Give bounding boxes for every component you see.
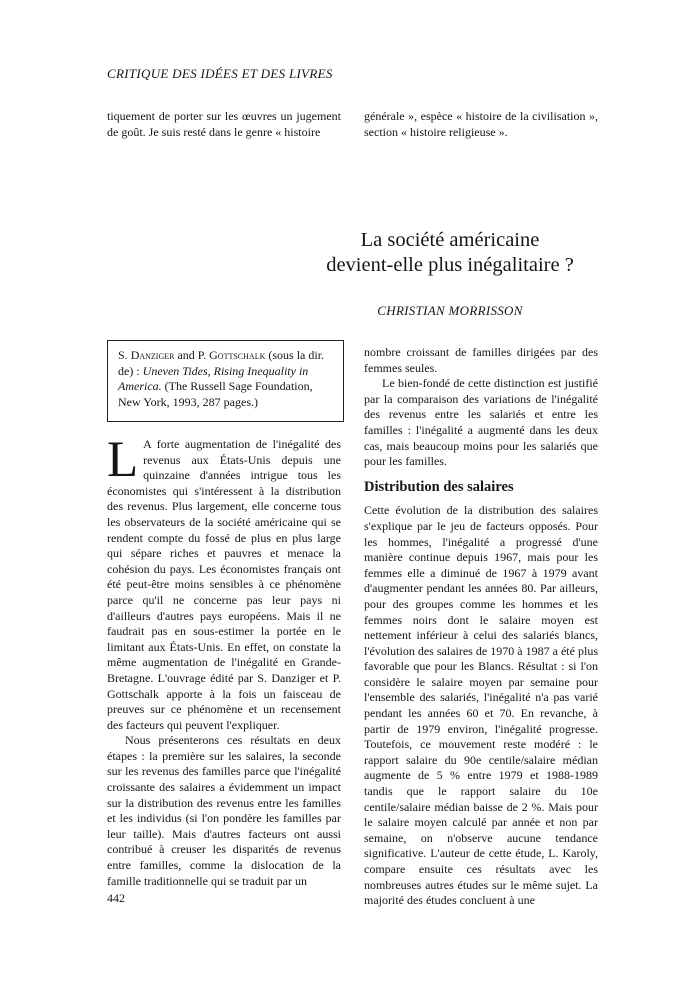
- right-paragraph-3: Cette évolution de la distribution des salaires s'explique par le jeu de facteurs opposés. Pour les hommes, l'inégalité a progressé d'une manière continue depuis 1967, mais pour les femmes elle a diminué de 1967 à 1979 avant d'augmenter pendant les années 80. Par ailleurs, pour des groupes comme les hommes et les femmes noirs dont le salaire moyen est nettement inférieur à celui des salariés blancs, l'évolution des salaires de 1970 à 1987 a été plus favorable que pour les Blancs. Résultat : si l'on considère le salaire moyen par semaine pour l'ensemble des salariés, l'inégalité n'a pas varié pendant les années 60 et 70. En revanche, à partir de 1979 environ, l'inégalité progresse. Toutefois, ce mouvement reste modéré : le rapport salaire du 90e centile/salaire médian augmente de 5 % entre 1979 et 1988-1989 tandis que le rapport salaire du 10e centile/salaire médian baisse de 2 %. Mais pour le salaire moyen calculé par année et non par semaine, on n'observe aucune tendance significative. L'auteur de cette étude, L. Karoly, compare ensuite ces résultats avec les nombreuses autres études sur le même sujet. La majorité des études concluent à une: [364, 503, 598, 908]
- intro-text: A forte augmentation de l'inégalité des revenus aux États-Unis depuis une quinzaine d'années intrigue tous les économistes qui s'intéressent à la distribution des revenus. Plus largement, elle concerne tous les observateurs de la société américaine qui se rendent compte du fossé de plus en plus large qui sépare riches et pauvres et menace la cohésion du pays. Les économistes français ont été peut-être moins sensibles à ce phénomène parce qu'il ne concerne pas leur pays ni d'ailleurs d'autres pays européens. Mais il ne faudrait pas en sous-estimer la portée en le limitant aux États-Unis. En effet, on constate la même augmentation de l'inégalité en Grande-Bretagne. L'ouvrage édité par S. Danziger et P. Gottschalk apporte à la fois un faisceau de preuves sur ce phénomène et un recensement des facteurs qui peuvent l'expliquer.: [107, 437, 341, 732]
- right-paragraph-2: Le bien-fondé de cette distinction est justifié par la comparaison des variations de l'inégalité des revenus entre les salariés et entre les familles : l'inégalité a augmenté dans les deux cas, mais beaucoup moins pour les salariés que pour les familles.: [364, 376, 598, 469]
- ref-author1-name: Danziger: [130, 348, 175, 362]
- book-reference-box: [107, 340, 344, 422]
- page-number: 442: [107, 891, 125, 905]
- running-head: CRITIQUE DES IDÉES ET DES LIVRES: [107, 66, 333, 81]
- right-column: [364, 345, 598, 909]
- left-paragraph-2: Nous présenterons ces résultats en deux étapes : la première sur les salaires, la seconde sur les revenus des familles parce que l'inégalité croissante des salaires a évidemment un impact sur la distribution des revenus entre les familles et les individus (si l'on pondère les familles par leur taille). Mais d'autres facteurs ont aussi contribué à creuser les disparités de revenus entre familles, comme la dislocation de la famille traditionnelle qui se traduit par un: [107, 733, 341, 888]
- ref-connector: and P.: [174, 348, 210, 362]
- left-column: [107, 432, 341, 889]
- ref-editors: (sous la dir. de) :: [118, 348, 325, 378]
- ref-publication: (The Russell Sage Foundation, New York, 1993, 287 pages.): [118, 379, 313, 409]
- ref-author2-name: Gottschalk: [209, 348, 266, 362]
- title-line-2: devient-elle plus inégalitaire ?: [326, 254, 574, 276]
- title-line-1: La société américaine: [360, 229, 540, 251]
- top-left-paragraph: tiquement de porter sur les œuvres un jugement de goût. Je suis resté dans le genre « histoire: [107, 109, 341, 139]
- section-heading: Distribution des salaires: [364, 478, 514, 495]
- top-left-text: [107, 109, 341, 140]
- article-title: [150, 228, 700, 278]
- right-paragraph-1: nombre croissant de familles dirigées par des femmes seules.: [364, 345, 598, 375]
- top-right-paragraph: générale », espèce « histoire de la civilisation », section « histoire religieuse ».: [364, 109, 598, 139]
- intro-paragraph: [107, 432, 341, 733]
- drop-cap: L: [107, 432, 139, 488]
- author-name: CHRISTIAN MORRISSON: [377, 303, 523, 318]
- ref-book-title: Uneven Tides, Rising Inequality in America.: [118, 363, 309, 394]
- ref-author1-initial: S.: [118, 348, 131, 362]
- top-right-text: [364, 109, 598, 140]
